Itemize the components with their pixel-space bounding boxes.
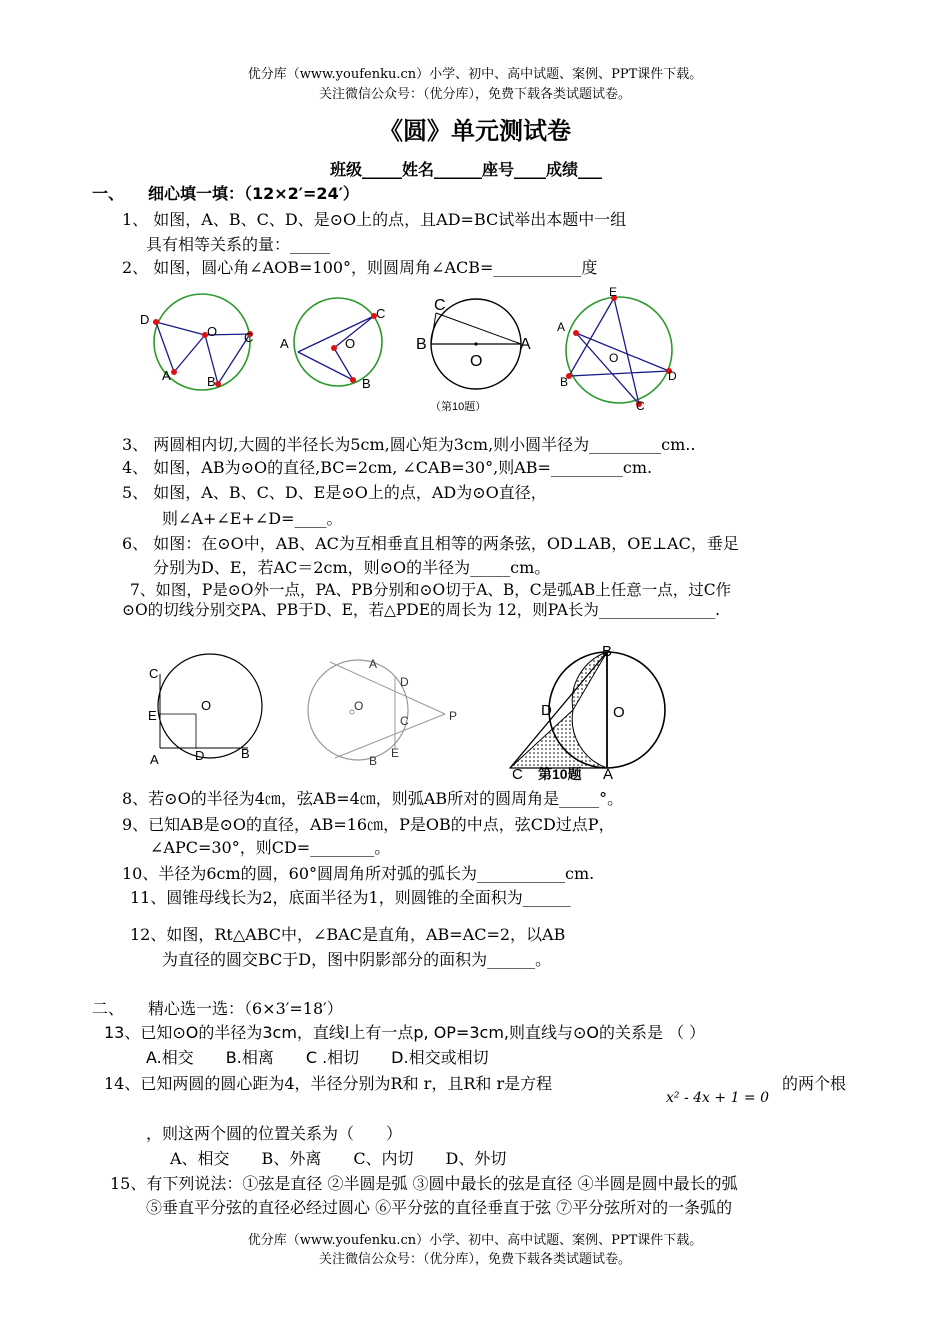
footer-line-1: 优分库（www.youfenku.cn）小学、初中、高中试题、案例、PPT课件下载。: [247, 1233, 703, 1248]
fig6-label-e: E: [391, 746, 400, 760]
question-15-line-1: 15、有下列说法：①弦是直径 ②半圆是弧 ③圆中最长的弦是直径 ④半圆是圆中最长的弧: [110, 1174, 738, 1193]
question-14-options: A、相交 B、外离 C、内切 D、外切: [170, 1149, 507, 1168]
question-6-line-2: 分别为D、E，若AC＝2cm，则⊙O的半径为_____cm。: [153, 558, 551, 577]
fig2-label-a: A: [280, 336, 289, 351]
question-14-line-1: 14、已知两圆的圆心距为4，半径分别为R和 r，且R和 r是方程: [104, 1074, 553, 1093]
question-6-line-1: 6、 如图：在⊙O中，AB、AC为互相垂直且相等的两条弦，OD⊥AB，OE⊥AC，垂足: [122, 534, 739, 553]
question-14-line-1-end: 的两个根: [782, 1074, 847, 1093]
fig5-label-e: E: [148, 708, 157, 723]
figure-7: [505, 640, 665, 783]
question-12-line-2: 为直径的圆交BC于D，图中阴影部分的面积为______。: [162, 950, 552, 969]
fig7-label-o: O: [613, 704, 625, 721]
fig3-label-b: B: [416, 336, 427, 353]
fig6-label-d: D: [400, 675, 409, 689]
fig6-label-b: B: [369, 754, 378, 768]
fig5-label-b: B: [241, 746, 250, 761]
question-11: 11、圆锥母线长为2，底面半径为1，则圆锥的全面积为______: [130, 888, 571, 907]
fig7-label-b: B: [602, 643, 613, 660]
question-7-line-1: 7、如图，P是⊙O外一点，PA、PB分别和⊙O切于A、B，C是弧AB上任意一点，过C作: [130, 581, 732, 599]
fig3-label-a: A: [520, 336, 531, 353]
question-9-line-1: 9、已知AB是⊙O的直径，AB=16㎝，P是OB的中点，弦CD过点P，: [122, 815, 615, 834]
question-4: 4、 如图，AB为⊙O的直径,BC=2cm, ∠CAB=30°,则AB=_________cm.: [122, 458, 653, 477]
fig4-label-o: O: [609, 351, 619, 365]
fig7-label-c: C: [512, 766, 523, 783]
question-13: 13、已知⊙O的半径为3cm，直线l上有一点p, OP=3cm,则直线与⊙O的关系是 （ ）: [104, 1023, 706, 1042]
figure-4: [552, 286, 687, 416]
question-5-line-2: 则∠A+∠E+∠D=____。: [162, 509, 343, 528]
question-15-line-2: ⑤垂直平分弦的直径必经过圆心 ⑥平分弦的直径垂直于弦 ⑦平分弦所对的一条弧的: [146, 1198, 733, 1217]
figure-2: [278, 296, 388, 391]
fig5-label-c: C: [149, 666, 159, 681]
question-2: 2、 如图，圆心角∠AOB=100°，则圆周角∠ACB=___________度: [122, 258, 598, 277]
question-7-line-2: ⊙O的切线分别交PA、PB于D、E，若△PDE的周长为 12，则PA长为_______________.: [122, 601, 721, 619]
question-9-line-2: ∠APC=30°，则CD=________。: [150, 838, 391, 857]
page-title: 《圆》单元测试卷: [379, 117, 571, 145]
fig7-label-a: A: [603, 766, 614, 783]
fig4-label-e: E: [609, 285, 618, 299]
question-14-equation: x² - 4x + 1 = 0: [666, 1090, 770, 1106]
fig4-label-a: A: [557, 320, 566, 334]
fig6-label-c: C: [400, 714, 409, 728]
section2-heading: 二、 精心选一选：（6×3′=18′）: [92, 999, 343, 1018]
fig2-label-o: O: [345, 336, 356, 351]
question-12-line-1: 12、如图，Rt△ABC中，∠BAC是直角，AB=AC=2，以AB: [130, 925, 566, 944]
section1-heading: 一、 细心填一填：（12×2′=24′）: [92, 184, 359, 203]
fig5-label-a: A: [150, 752, 159, 767]
fig6-label-a: A: [369, 657, 378, 671]
fig3-label-c: C: [434, 297, 446, 314]
fig1-label-o: O: [207, 324, 218, 339]
question-1-line-2: 具有相等关系的量：_____: [146, 235, 331, 254]
question-10: 10、半径为6cm的圆，60°圆周角所对弧的弧长为___________cm.: [122, 864, 595, 883]
question-1-line-1: 1、 如图，A、B、C、D、是⊙O上的点，且AD=BC试举出本题中一组: [122, 210, 627, 229]
fig3-label-o: O: [470, 353, 483, 370]
fig5-label-d: D: [195, 748, 205, 763]
fig3-caption: （第10题）: [430, 401, 487, 413]
student-info-line: 班级_____姓名______座号____成绩___: [330, 160, 603, 179]
fig4-label-b: B: [560, 375, 569, 389]
figure-3: [412, 292, 540, 413]
fig2-label-c: C: [376, 306, 386, 321]
fig1-label-a: A: [162, 368, 171, 383]
fig4-label-c: C: [636, 399, 645, 413]
fig5-label-o: O: [201, 698, 212, 713]
fig7-caption: 第10题: [538, 766, 582, 782]
question-3: 3、 两圆相内切,大圆的半径长为5cm,圆心矩为3cm,则小圆半径为_________cm..: [122, 435, 696, 454]
header-line-2: 关注微信公众号：（优分库），免费下载各类试题试卷。: [318, 87, 631, 102]
header-line-1: 优分库（www.youfenku.cn）小学、初中、高中试题、案例、PPT课件下载。: [247, 67, 703, 82]
fig1-label-d: D: [140, 312, 150, 327]
figure-6: [300, 648, 470, 770]
fig1-label-b: B: [207, 374, 216, 389]
footer-line-2: 关注微信公众号：（优分库），免费下载各类试题试卷。: [318, 1252, 631, 1267]
figure-1: [130, 292, 260, 397]
question-8: 8、若⊙O的半径为4㎝，弦AB=4㎝，则弧AB所对的圆周角是_____°。: [122, 789, 624, 808]
fig6-label-o: O: [354, 699, 364, 713]
fig6-label-p: P: [449, 709, 458, 723]
fig2-label-b: B: [362, 376, 371, 391]
fig4-label-d: D: [668, 369, 677, 383]
fig7-label-d: D: [541, 702, 552, 719]
fig1-label-c: C: [244, 330, 254, 345]
question-13-options: A.相交 B.相离 C .相切 D.相交或相切: [146, 1048, 489, 1067]
question-14-line-2: ，则这两个圆的位置关系为（ ）: [146, 1124, 403, 1143]
question-5-line-1: 5、 如图，A、B、C、D、E是⊙O上的点，AD为⊙O直径，: [122, 483, 547, 502]
figure-5: [140, 650, 270, 770]
